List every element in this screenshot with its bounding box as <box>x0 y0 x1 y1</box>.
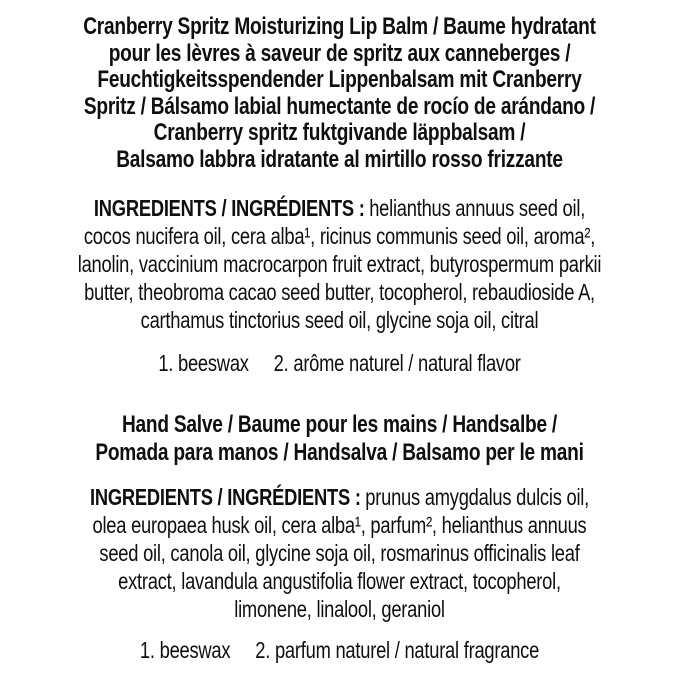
title-line: Pomada para manos / Handsalva / Balsamo per le mani <box>95 439 584 466</box>
ingredients-line <box>75 483 605 511</box>
ingredients-text: prunus amygdalus dulcis oil, <box>365 484 589 510</box>
title-line: pour les lèvres à saveur de spritz aux canneberges / <box>108 39 571 67</box>
hand-salve-ingredients <box>75 483 605 623</box>
ingredients-line <box>75 194 605 222</box>
lip-balm-title <box>75 14 605 173</box>
ingredients-line: limonene, linalool, geraniol <box>234 596 445 622</box>
title-line: Cranberry spritz fuktgivande läppbalsam / <box>153 119 526 146</box>
hand-salve-title <box>75 411 605 467</box>
title-line: Cranberry Spritz Moisturizing Lip Balm / Baume hydratant <box>83 13 596 40</box>
ingredients-line: butter, theobroma cacao seed butter, tocopherol, rebaudioside A, <box>84 279 595 305</box>
ingredients-line: extract, lavandula angustifolia flower extract, tocopherol, <box>118 568 561 594</box>
ingredients-heading: INGREDIENTS / INGRÉDIENTS : <box>93 195 365 221</box>
footnote-fragrance: 2. parfum naturel / natural fragrance <box>255 637 540 663</box>
hand-salve-footnotes <box>75 636 605 664</box>
footnote-flavor: 2. arôme naturel / natural flavor <box>273 350 521 376</box>
ingredients-line: lanolin, vaccinium macrocarpon fruit extract, butyrospermum parkii <box>77 251 602 277</box>
lip-balm-footnotes <box>75 349 605 377</box>
title-line: Feuchtigkeitsspendender Lippenbalsam mit Cranberry <box>97 66 582 93</box>
lip-balm-section <box>0 14 679 377</box>
hand-salve-section <box>0 411 679 664</box>
title-line: Balsamo labbra idratante al mirtillo rosso frizzante <box>116 145 563 173</box>
title-line: Spritz / Bálsamo labial humectante de rocío de arándano / <box>83 92 596 120</box>
ingredients-heading: INGREDIENTS / INGRÉDIENTS : <box>89 484 361 510</box>
ingredients-line: olea europaea husk oil, cera alba¹, parfum², helianthus annuus <box>92 512 587 538</box>
lip-balm-ingredients <box>75 194 605 334</box>
ingredients-line: cocos nucifera oil, cera alba¹, ricinus communis seed oil, aroma², <box>83 223 596 249</box>
ingredients-line: seed oil, canola oil, glycine soja oil, rosmarinus officinalis leaf <box>99 540 580 566</box>
footnote-beeswax: 1. beeswax <box>139 637 231 663</box>
ingredients-line: carthamus tinctorius seed oil, glycine soja oil, citral <box>140 307 539 333</box>
ingredients-text: helianthus annuus seed oil, <box>369 195 586 221</box>
title-line: Hand Salve / Baume pour les mains / Handsalbe / <box>121 411 558 438</box>
footnote-beeswax: 1. beeswax <box>158 350 249 376</box>
